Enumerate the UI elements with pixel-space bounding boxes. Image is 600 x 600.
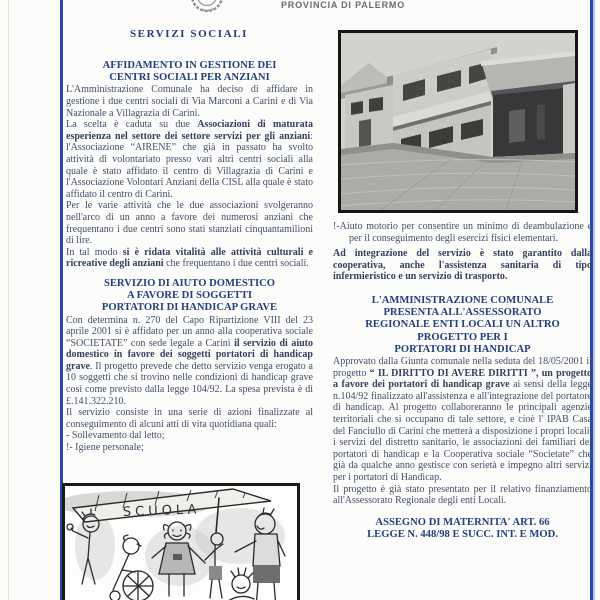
text-run: In tal modo [66, 246, 123, 258]
text-run-bold: “ IL DIRITTO DI AVERE DIRITTI ”, un progetto a favore dei portatori di handicap grave [333, 367, 593, 391]
heading-line: LEGGE N. 448/98 E SUCC. INT. E MOD. [367, 528, 558, 540]
paragraph-affidamento-2 [66, 119, 313, 200]
paragraph-affidamento-1: L'Amministrazione Comunale ha deciso di affidare in gestione i due centri sociali di Via Marconi a Carini e di Via Nazionale a Villagrazia di Carini. [66, 84, 313, 119]
paragraph-finanziamento: Il progetto è già stato presentato per il relativo finanziamento all'Assessorato Regionale degli enti Locali. [333, 483, 592, 507]
text-run: Con determina n. 270 del Capo Ripartizione VIII del 23 aprile 2001 si è affidato per un anno alla cooperativa sociale “SOCIETATE” con sede legale a Carini [66, 314, 313, 349]
heading-line: REGIONALE ENTI LOCALI UN ALTRO [365, 319, 560, 331]
text-run: La scelta è caduta su due [66, 119, 198, 131]
paragraph-affidamento-3: Per le varie attività che le due associazioni svolgeranno nell'arco di un anno a favore dei numerosi anziani che frequentano i due centri sono stati stanziati cinquantamilioni di lire. [66, 200, 313, 247]
school-cartoon-drawing [62, 483, 300, 600]
text-run-bold: Associazioni di maturata esperienza nel settore dei settore servizi per gli anziani [66, 119, 313, 142]
heading-line: L'AMMINISTRAZIONE COMUNALE [371, 294, 554, 306]
heading-assegno-maternita [333, 517, 592, 541]
heading-line: PRESENTA ALL'ASSESSORATO [383, 307, 542, 319]
cartoon-graphic [65, 486, 291, 600]
heading-line: PORTATORI DI HANDICAP [394, 343, 531, 355]
heading-line: AFFIDAMENTO IN GESTIONE DEI [102, 60, 277, 71]
section-title-servizi-sociali: SERVIZI SOCIALI [129, 28, 249, 40]
municipal-seal-icon [187, 0, 227, 17]
paragraph-aiuto-motorio: !-Aiuto motorio per consentire un minimo di deambulazione e per il conseguimento degli esercizi fisici elementari. [333, 221, 592, 244]
text-run: che frequentano i due centri sociali. [163, 258, 309, 270]
heading-amministrazione-progetto [333, 295, 592, 356]
page-crease-line [8, 0, 9, 600]
text-run: ai sensi della legge n.104/92 finalizzato all'assistenza e all'integrazione del portatore di handicap. Al progetto collaboreranno le principali agenzie territoriali che si occupano di tale settore, e cioè l' IPAB Casa del Fanciullo di Carini che metterà a disposizione i propri locali, i servizi del distretto sanitario, le associazioni dei familiari dei portatori di handicap e la Cooperativa sociale “Societate” che già da qualche anno gestisce con serietà e impegno altri servizi per i portatori di Handicap. [333, 379, 592, 483]
text-run: . Il progetto prevede che detto servizio venga erogato a 10 soggetti che si trovino nelle condizioni di handicap grave così come previsto dalla legge 104/92. La spesa prevista è di £.141.322.210. [66, 360, 313, 407]
paragraph-servizio-2: Il servizio consiste in una serie di azioni finalizzate al conseguimento di alcuni atti di vita quotidiana quali: [66, 407, 313, 430]
heading-line: PORTATORI DI HANDICAP GRAVE [101, 302, 278, 314]
text-run-bold: si è ridata vitalità alle attività culturali e ricreative degli anziani [66, 246, 313, 270]
heading-line: CENTRI SOCIALI PER ANZIANI [109, 72, 270, 84]
province-name: PROVINCIA DI PALERMO [281, 0, 406, 10]
scuola-sign-text: SCUOLA [122, 502, 201, 520]
heading-line: A FAVORE DI SOGGETTI [126, 290, 253, 302]
paragraph-affidamento-4 [66, 247, 313, 270]
building-photo-graphic [341, 33, 575, 210]
left-column [66, 60, 313, 454]
paragraph-servizio-1 [66, 315, 313, 408]
paragraph-integrazione: Ad integrazione del servizio è stato garantito dalla cooperativa, anche l'assistenza sanitaria di tipo infermieristico e un servizio di trasporto. [333, 248, 592, 283]
list-item-igiene: !- Igiene personale; [66, 442, 144, 454]
text-run: Approvato dalla Giunta comunale nella seduta del 18/05/2001 il progetto [333, 355, 592, 379]
text-run-bold: il servizio di aiuto domestico in favore dei soggetti portatori di handicap grave [66, 337, 313, 372]
right-column [333, 221, 592, 541]
building-photo [338, 30, 578, 213]
paragraph-diritto-diritti [333, 356, 592, 484]
heading-line: ASSEGNO DI MATERNITA' ART. 66 [375, 516, 550, 528]
heading-servizio-aiuto [66, 278, 313, 315]
text-run: : l'Associazione “AIRENE” che già in passato ha svolto attività di volontariato presso vari altri centri sociali alla quale è stato affidato il centro di Villagrazia di Carini e l'Associazione Volontari Anziani della CISL alla quale è stato affidato il centro di Carini. [66, 130, 313, 200]
list-item-sollevamento: - Sollevamento dal letto; [66, 430, 165, 442]
heading-line: SERVIZIO DI AIUTO DOMESTICO [103, 277, 276, 289]
heading-line: PROGETTO PER I [417, 331, 508, 343]
heading-affidamento [66, 60, 313, 84]
